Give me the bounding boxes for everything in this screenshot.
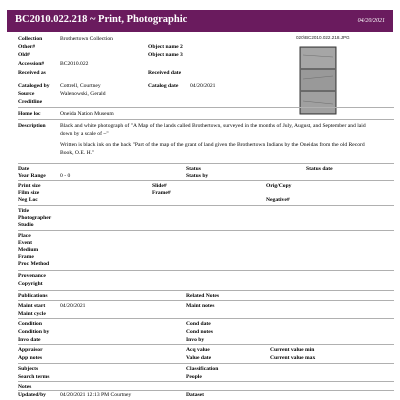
event-label: Event <box>18 240 32 246</box>
home-loc-label: Home loc <box>18 111 41 117</box>
provenance-label: Provenance <box>18 273 46 279</box>
value-date-label: Value date <box>186 355 212 361</box>
divider <box>18 318 394 319</box>
neg-loc-label: Neg Loc <box>18 197 38 203</box>
status-label: Status <box>186 166 201 172</box>
divider <box>18 180 394 181</box>
subjects-label: Subjects <box>18 366 39 372</box>
current-value-max-label: Current value max <box>270 355 316 361</box>
collection-label: Collection <box>18 36 43 42</box>
description-label: Description <box>18 123 46 129</box>
image-caption: 020\BC2010.022.218.JPG <box>296 35 350 40</box>
cataloged-by-value-1: Cottrell, Courtney <box>60 83 101 89</box>
divider <box>18 119 394 120</box>
maint-cycle-label: Maint cycle <box>18 311 46 317</box>
title-label: Title <box>18 208 30 214</box>
search-terms-label: Search terms <box>18 374 50 380</box>
cataloged-by-label: Cataloged by <box>18 83 50 89</box>
year-range-label: Year Range <box>18 173 46 179</box>
other-num-label: Other# <box>18 44 36 50</box>
frame-label: Frame <box>18 254 34 260</box>
maint-notes-label: Maint notes <box>186 303 215 309</box>
divider <box>18 107 394 108</box>
object-name-2-label: Object name 2 <box>148 44 183 50</box>
condition-by-label: Condition by <box>18 329 50 335</box>
dataset-label: Dataset <box>186 392 205 398</box>
film-size-label: Film size <box>18 190 40 196</box>
people-label: People <box>186 374 202 380</box>
frame-num-label: Frame# <box>152 190 171 196</box>
divider <box>18 390 394 391</box>
photographer-label: Photographer <box>18 215 52 221</box>
app-notes-label: App notes <box>18 355 43 361</box>
divider <box>18 344 394 345</box>
notes-label: Notes <box>18 384 32 390</box>
year-range-value: 0 - 0 <box>60 173 71 179</box>
updated-by-value: 04/20/2021 12:13 PM Courtney <box>60 392 132 398</box>
old-num-label: Old# <box>18 52 30 58</box>
catalog-date-label: Catalog date <box>148 83 179 89</box>
status-by-label: Status by <box>186 173 209 179</box>
classification-label: Classification <box>186 366 219 372</box>
maint-start-label: Maint start <box>18 303 46 309</box>
divider <box>18 205 394 206</box>
status-date-label: Status date <box>306 166 333 172</box>
source-label: Source <box>18 91 35 97</box>
updated-by-label: Updated/by <box>18 392 46 398</box>
publications-label: Publications <box>18 293 48 299</box>
divider <box>18 230 394 231</box>
collection-value: Brothertown Collection <box>60 36 113 42</box>
print-size-label: Print size <box>18 183 41 189</box>
acq-value-label: Acq value <box>186 347 210 353</box>
divider <box>18 270 394 271</box>
received-date-label: Received date <box>148 70 182 76</box>
cond-date-label: Cond date <box>186 321 211 327</box>
received-as-label: Received as <box>18 70 46 76</box>
description-paragraph-2: Written is black ink on the back "Part of the map of the grant of land given the Brothertown Indians by the Oneidas from the old Record Book, O.E. H." <box>60 142 365 156</box>
accession-num-value: BC2010.022 <box>60 61 89 67</box>
invo-by-label: Invo by <box>186 337 205 343</box>
description-paragraph-1: Black and white photograph of "A Map of the lands called Brothertown, surveyed in the months of July, August, and September and laid down by a scale of ~" <box>60 123 366 137</box>
divider <box>18 363 394 364</box>
studio-label: Studio <box>18 222 34 228</box>
medium-label: Medium <box>18 247 39 253</box>
catalog-date-value: 04/20/2021 <box>190 83 216 89</box>
date-label: Date <box>18 166 30 172</box>
place-label: Place <box>18 233 31 239</box>
divider <box>18 163 394 164</box>
copyright-label: Copyright <box>18 281 43 287</box>
slide-num-label: Slide# <box>152 183 167 189</box>
invo-date-label: Invo date <box>18 337 41 343</box>
current-value-min-label: Current value min <box>270 347 315 353</box>
creditline-label: Creditline <box>18 99 43 105</box>
divider <box>18 290 394 291</box>
proc-method-label: Proc Method <box>18 261 50 267</box>
record-date: 04/20/2021 <box>357 18 385 24</box>
orig-copy-label: Orig/Copy <box>266 183 292 189</box>
condition-label: Condition <box>18 321 42 327</box>
divider <box>18 300 394 301</box>
record-header <box>7 10 393 32</box>
maint-start-value: 04/20/2021 <box>60 303 86 309</box>
cond-notes-label: Cond notes <box>186 329 213 335</box>
divider <box>18 381 394 382</box>
negative-num-label: Negative# <box>266 197 290 203</box>
related-notes-label: Related Notes <box>186 293 220 299</box>
home-loc-value: Oneida Nation Museum <box>60 111 114 117</box>
cataloged-by-value-2: Walenowski, Gerald <box>60 91 106 97</box>
record-title: BC2010.022.218 ~ Print, Photographic <box>15 14 188 25</box>
object-name-3-label: Object name 3 <box>148 52 183 58</box>
accession-num-label: Accession# <box>18 61 45 67</box>
appraisor-label: Appraisor <box>18 347 43 353</box>
